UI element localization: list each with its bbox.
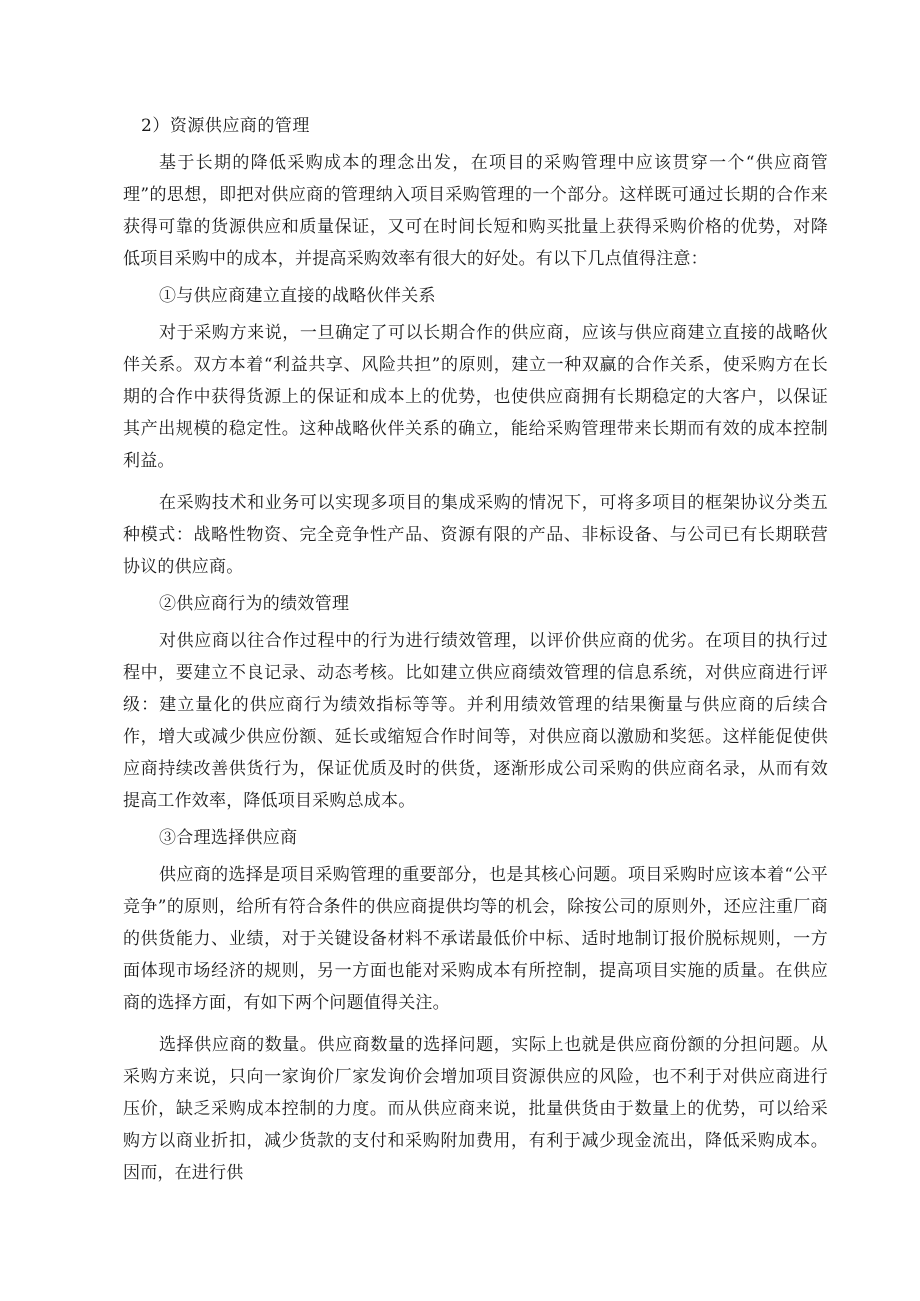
point3-heading: ③合理选择供应商 (159, 828, 298, 848)
intro-paragraph: 基于长期的降低采购成本的理念出发，在项目的采购管理中应该贯穿一个“供应商管理”的思想，即把对供应商的管理纳入项目采购管理的一个部分。这样既可通过长期的合作来获得可靠的货源供应和质量保证，又可在时间长短和购买批量上获得采购价格的优势，对降低项目采购中的成本，并提高采购效率有很大的好处。有以下几点值得注意： (123, 153, 828, 269)
document-body (123, 110, 828, 1189)
point1-paragraph: 对于采购方来说，一旦确定了可以长期合作的供应商，应该与供应商建立直接的战略伙伴关系。双方本着“利益共享、风险共担”的原则，建立一种双赢的合作关系，使采购方在长期的合作中获得货源上的保证和成本上的优势，也使供应商拥有长期稳定的大客户，以保证其产出规模的稳定性。这种战略伙伴关系的确立，能给采购管理带来长期而有效的成本控制利益。 (123, 323, 828, 471)
point1-heading: ①与供应商建立直接的战略伙伴关系 (159, 286, 436, 306)
point3-paragraph: 供应商的选择是项目采购管理的重要部分，也是其核心问题。项目采购时应该本着“公平竞争”的原则，给所有符合条件的供应商提供均等的机会，除按公司的原则外，还应注重厂商的供货能力、业绩，对于关键设备材料不承诺最低价中标、适时地制订报价脱标规则，一方面体现市场经济的规则，另一方面也能对采购成本有所控制，提高项目实施的质量。在供应商的选择方面，有如下两个问题值得关注。 (123, 865, 828, 1013)
point3-paragraph-2: 选择供应商的数量。供应商数量的选择问题，实际上也就是供应商份额的分担问题。从采购方来说，只向一家询价厂家发询价会增加项目资源供应的风险，也不利于对供应商进行压价，缺乏采购成本控制的力度。而从供应商来说，批量供货由于数量上的优势，可以给采购方以商业折扣，减少货款的支付和采购附加费用，有利于减少现金流出，降低采购成本。因而，在进行供 (123, 1035, 828, 1183)
point2-heading: ②供应商行为的绩效管理 (159, 594, 350, 614)
section-heading: 2）资源供应商的管理 (141, 116, 310, 136)
point2-paragraph: 对供应商以往合作过程中的行为进行绩效管理，以评价供应商的优劣。在项目的执行过程中，要建立不良记录、动态考核。比如建立供应商绩效管理的信息系统，对供应商进行评级：建立量化的供应商行为绩效指标等等。并利用绩效管理的结果衡量与供应商的后续合作，增大或减少供应份额、延长或缩短合作时间等，对供应商以激励和奖惩。这样能促使供应商持续改善供货行为，保证优质及时的供货，逐渐形成公司采购的供应商名录，从而有效提高工作效率，降低项目采购总成本。 (123, 631, 828, 811)
point1-paragraph-2: 在采购技术和业务可以实现多项目的集成采购的情况下，可将多项目的框架协议分类五种模式：战略性物资、完全竞争性产品、资源有限的产品、非标设备、与公司已有长期联营协议的供应商。 (123, 493, 828, 577)
